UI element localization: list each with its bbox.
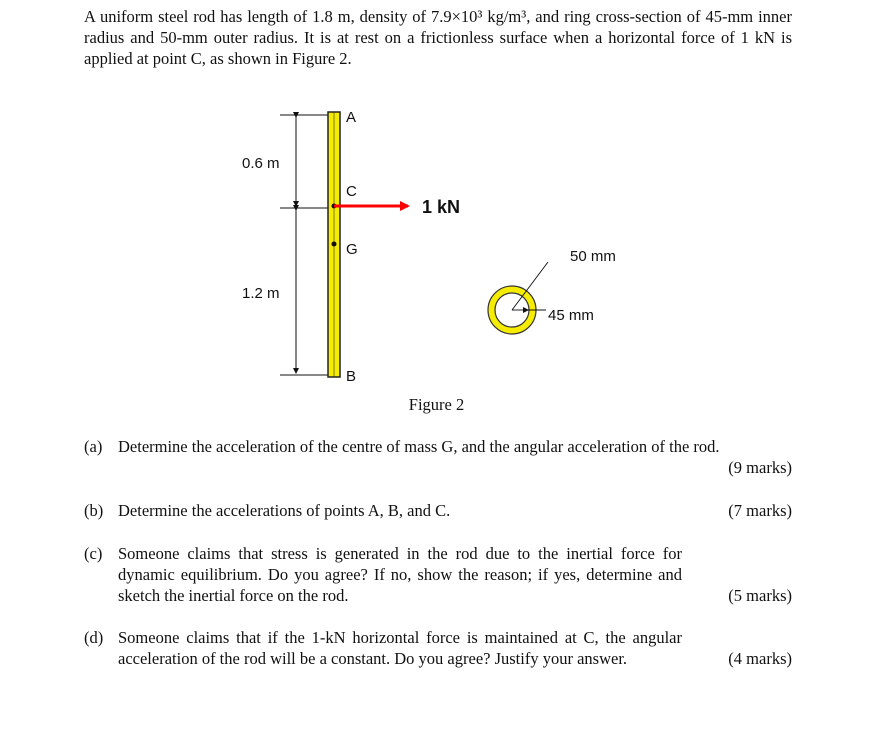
question-label: (b) <box>84 501 104 520</box>
question-text: Someone claims that stress is generated in the rod due to the inertial force for dynamic equilibrium. Do you agree? If no, show the reason; if yes, determine and sketch the inertial force on the rod. <box>118 544 682 605</box>
question-text: Someone claims that if the 1-kN horizontal force is maintained at C, the angular acceleration of the rod will be a constant. Do you agree? Justify your answer. <box>118 628 682 668</box>
question-text: Determine the accelerations of points A, B, and C. <box>118 501 451 520</box>
question-text: Determine the acceleration of the centre of mass G, and the angular acceleration of the rod. <box>118 437 720 456</box>
point-g-dot <box>332 242 337 247</box>
question-label: (c) <box>84 544 103 563</box>
label-b: B <box>346 368 357 385</box>
label-c: C <box>346 183 357 200</box>
label-a: A <box>346 109 357 126</box>
question-b <box>84 500 792 521</box>
question-d <box>84 627 792 669</box>
force-label: 1 kN <box>422 197 461 217</box>
figure-caption: Figure 2 <box>408 395 465 414</box>
question-marks: (5 marks) <box>728 586 792 605</box>
problem-text: A uniform steel rod has length of 1.8 m, density of 7.9×10³ kg/m³, and ring cross-section of 45-mm inner radius and 50-mm outer radius. It is at rest on a frictionless surface when a horizontal force of 1 kN is applied at point C, as shown in Figure 2. <box>84 7 792 68</box>
question-label: (a) <box>84 437 103 456</box>
dim-label-lower: 1.2 m <box>242 285 280 302</box>
question-label: (d) <box>84 628 104 647</box>
question-marks: (9 marks) <box>728 458 792 477</box>
figure-2-diagram <box>230 100 650 390</box>
outer-radius-label: 50 mm <box>570 248 616 265</box>
problem-statement <box>84 6 792 69</box>
question-marks: (4 marks) <box>728 649 792 668</box>
label-g: G <box>346 241 358 258</box>
question-c <box>84 543 792 606</box>
question-marks: (7 marks) <box>728 501 792 520</box>
inner-radius-label: 45 mm <box>548 307 594 324</box>
dim-label-upper: 0.6 m <box>242 155 280 172</box>
question-a <box>84 436 792 478</box>
